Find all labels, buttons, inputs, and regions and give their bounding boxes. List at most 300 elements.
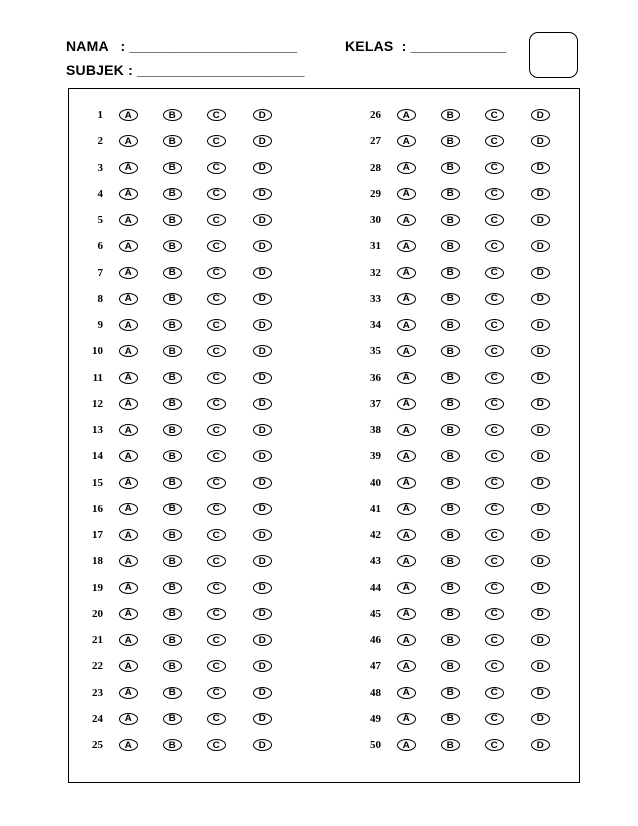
answer-bubble-c[interactable] — [485, 660, 504, 672]
answer-bubble-letter: C — [490, 660, 499, 671]
answer-bubble-d[interactable] — [253, 608, 272, 620]
question-row — [69, 420, 309, 440]
question-number: 12 — [92, 397, 103, 410]
answer-bubble-d[interactable] — [253, 188, 272, 200]
answer-bubble-letter: B — [168, 372, 177, 382]
answer-bubble-d[interactable] — [253, 240, 272, 252]
answer-bubble-b[interactable] — [441, 687, 460, 699]
answer-bubble-d[interactable] — [531, 135, 550, 147]
answer-bubble-a[interactable] — [397, 109, 416, 121]
answer-bubble-a[interactable] — [119, 608, 138, 620]
answer-bubble-letter: D — [536, 503, 545, 514]
answer-bubble-letter: D — [258, 267, 267, 277]
answer-bubble-c[interactable] — [207, 424, 226, 436]
answer-bubble-c[interactable] — [207, 372, 226, 384]
answer-bubble-c[interactable] — [485, 372, 504, 384]
answer-bubble-b[interactable] — [163, 135, 182, 147]
answer-bubble-letter: B — [168, 582, 177, 592]
answer-bubble-b[interactable] — [441, 162, 460, 174]
answer-bubble-a[interactable] — [119, 477, 138, 489]
answer-bubble-a[interactable] — [397, 345, 416, 357]
answer-bubble-d[interactable] — [253, 477, 272, 489]
answer-bubble-letter: D — [536, 319, 545, 330]
answer-bubble-letter: C — [490, 162, 499, 172]
answer-bubble-d[interactable] — [253, 529, 272, 541]
answer-bubble-b[interactable] — [441, 214, 460, 226]
answer-bubble-letter: A — [402, 477, 411, 487]
answer-bubble-b[interactable] — [441, 555, 460, 567]
answer-bubble-a[interactable] — [397, 162, 416, 174]
answer-bubble-a[interactable] — [397, 529, 416, 541]
answer-bubble-a[interactable] — [119, 713, 138, 725]
answer-bubble-d[interactable] — [531, 713, 550, 725]
answer-bubble-b[interactable] — [163, 345, 182, 357]
answer-bubble-b[interactable] — [441, 188, 460, 200]
answer-bubble-a[interactable] — [119, 109, 138, 121]
answer-bubble-c[interactable] — [207, 109, 226, 121]
answer-bubble-d[interactable] — [253, 687, 272, 699]
answer-bubble-c[interactable] — [207, 240, 226, 252]
answer-bubble-a[interactable] — [119, 634, 138, 646]
answer-bubble-letter: D — [258, 345, 267, 356]
question-row — [347, 210, 587, 230]
answer-bubble-letter: A — [402, 582, 411, 592]
answer-bubble-c[interactable] — [207, 345, 226, 357]
answer-bubble-a[interactable] — [119, 135, 138, 147]
question-row — [347, 525, 587, 545]
answer-bubble-letter: C — [490, 398, 499, 409]
answer-bubble-d[interactable] — [253, 267, 272, 279]
answer-bubble-b[interactable] — [441, 267, 460, 279]
answer-bubble-a[interactable] — [397, 582, 416, 594]
question-row — [69, 683, 309, 703]
answer-bubble-d[interactable] — [253, 450, 272, 462]
answer-bubble-letter: D — [536, 424, 545, 435]
answer-bubble-a[interactable] — [397, 687, 416, 699]
answer-bubble-letter: A — [402, 162, 411, 172]
answer-bubble-a[interactable] — [119, 319, 138, 331]
answer-bubble-a[interactable] — [397, 555, 416, 567]
answer-bubble-d[interactable] — [531, 293, 550, 305]
answer-bubble-d[interactable] — [531, 739, 550, 751]
answer-bubble-c[interactable] — [207, 319, 226, 331]
answer-bubble-letter: B — [446, 345, 455, 356]
answer-bubble-d[interactable] — [531, 503, 550, 515]
answer-bubble-a[interactable] — [397, 398, 416, 410]
answer-bubble-b[interactable] — [163, 109, 182, 121]
answer-bubble-c[interactable] — [207, 267, 226, 279]
answer-bubble-letter: B — [446, 660, 455, 671]
answer-bubble-letter: B — [446, 450, 455, 461]
answer-bubble-a[interactable] — [119, 687, 138, 699]
answer-bubble-letter: A — [402, 345, 411, 356]
answer-bubble-letter: A — [124, 660, 133, 671]
question-row — [347, 420, 587, 440]
answer-bubble-c[interactable] — [207, 634, 226, 646]
answer-bubble-a[interactable] — [119, 214, 138, 226]
answer-bubble-letter: B — [168, 713, 177, 724]
answer-bubble-b[interactable] — [441, 135, 460, 147]
answer-bubble-c[interactable] — [207, 608, 226, 620]
answer-bubble-letter: C — [212, 424, 221, 435]
answer-bubble-letter: A — [402, 214, 411, 225]
question-row — [347, 341, 587, 361]
answer-bubble-b[interactable] — [163, 319, 182, 331]
answer-bubble-letter: D — [536, 214, 545, 225]
answer-bubble-b[interactable] — [163, 240, 182, 252]
answer-bubble-c[interactable] — [485, 135, 504, 147]
answer-bubble-b[interactable] — [163, 634, 182, 646]
answer-bubble-d[interactable] — [531, 477, 550, 489]
answer-bubble-letter: D — [536, 372, 545, 382]
answer-bubble-a[interactable] — [119, 345, 138, 357]
answer-bubble-a[interactable] — [397, 450, 416, 462]
answer-bubble-letter: D — [536, 555, 545, 566]
answer-bubble-letter: B — [168, 687, 177, 697]
answer-bubble-d[interactable] — [531, 162, 550, 174]
answer-bubble-b[interactable] — [163, 372, 182, 384]
answer-bubble-letter: C — [212, 345, 221, 356]
answer-bubble-a[interactable] — [397, 739, 416, 751]
question-number: 23 — [92, 686, 103, 699]
answer-bubble-d[interactable] — [531, 240, 550, 252]
answer-bubble-letter: A — [124, 188, 133, 199]
answer-bubble-a[interactable] — [119, 739, 138, 751]
question-number: 24 — [92, 712, 103, 725]
answer-bubble-b[interactable] — [441, 345, 460, 357]
answer-bubble-d[interactable] — [531, 555, 550, 567]
answer-bubble-c[interactable] — [207, 398, 226, 410]
answer-bubble-d[interactable] — [531, 687, 550, 699]
answer-bubble-letter: A — [124, 293, 133, 304]
answer-bubble-d[interactable] — [531, 660, 550, 672]
answer-bubble-d[interactable] — [531, 188, 550, 200]
answer-bubble-b[interactable] — [163, 162, 182, 174]
answer-bubble-b[interactable] — [441, 634, 460, 646]
answer-bubble-d[interactable] — [253, 555, 272, 567]
answer-bubble-b[interactable] — [163, 293, 182, 305]
answer-bubble-letter: C — [490, 555, 499, 566]
answer-bubble-d[interactable] — [253, 634, 272, 646]
answer-bubble-d[interactable] — [253, 503, 272, 515]
answer-bubble-a[interactable] — [119, 267, 138, 279]
answer-bubble-c[interactable] — [485, 319, 504, 331]
question-number: 19 — [92, 581, 103, 594]
answer-bubble-a[interactable] — [397, 214, 416, 226]
answer-bubble-c[interactable] — [485, 293, 504, 305]
answer-bubble-d[interactable] — [531, 634, 550, 646]
answer-bubble-c[interactable] — [207, 660, 226, 672]
answer-bubble-d[interactable] — [531, 214, 550, 226]
question-row — [347, 263, 587, 283]
answer-bubble-c[interactable] — [485, 477, 504, 489]
answer-bubble-a[interactable] — [119, 240, 138, 252]
answer-bubble-letter: B — [446, 109, 455, 120]
answer-bubble-letter: A — [402, 687, 411, 697]
answer-bubble-c[interactable] — [207, 503, 226, 515]
answer-bubble-letter: A — [124, 398, 133, 409]
answer-bubble-b[interactable] — [163, 477, 182, 489]
answer-bubble-letter: D — [258, 634, 267, 645]
answer-bubble-a[interactable] — [397, 319, 416, 331]
answer-bubble-c[interactable] — [207, 188, 226, 200]
answer-bubble-letter: D — [258, 660, 267, 671]
question-number: 13 — [92, 424, 103, 436]
answer-bubble-c[interactable] — [485, 582, 504, 594]
answer-bubble-c[interactable] — [485, 739, 504, 751]
answer-bubble-a[interactable] — [119, 188, 138, 200]
answer-bubble-b[interactable] — [441, 319, 460, 331]
answer-bubble-b[interactable] — [163, 739, 182, 751]
answer-bubble-letter: C — [490, 503, 499, 514]
answer-bubble-b[interactable] — [163, 188, 182, 200]
answer-bubble-b[interactable] — [441, 372, 460, 384]
answer-bubble-d[interactable] — [253, 582, 272, 594]
answer-bubble-a[interactable] — [397, 135, 416, 147]
answer-bubble-letter: D — [258, 162, 267, 172]
answer-bubble-letter: C — [212, 214, 221, 225]
answer-bubble-a[interactable] — [397, 424, 416, 436]
answer-bubble-b[interactable] — [163, 713, 182, 725]
answer-bubble-b[interactable] — [441, 109, 460, 121]
answer-bubble-letter: C — [212, 319, 221, 330]
answer-bubble-a[interactable] — [397, 372, 416, 384]
answer-bubble-a[interactable] — [397, 293, 416, 305]
question-row — [69, 578, 309, 598]
question-number: 28 — [370, 161, 381, 174]
answer-bubble-a[interactable] — [397, 713, 416, 725]
answer-bubble-a[interactable] — [397, 188, 416, 200]
answer-bubble-letter: D — [258, 687, 267, 697]
answer-bubble-letter: C — [212, 398, 221, 409]
answer-bubble-b[interactable] — [163, 660, 182, 672]
answer-bubble-letter: A — [124, 267, 133, 277]
answer-bubble-b[interactable] — [441, 529, 460, 541]
answer-bubble-c[interactable] — [485, 529, 504, 541]
answer-bubble-d[interactable] — [531, 109, 550, 121]
answer-bubble-a[interactable] — [119, 162, 138, 174]
answer-bubble-c[interactable] — [207, 450, 226, 462]
question-row — [69, 394, 309, 414]
question-number: 46 — [370, 634, 381, 646]
answer-bubble-letter: B — [446, 503, 455, 514]
question-number: 26 — [370, 109, 381, 121]
answer-bubble-d[interactable] — [253, 135, 272, 147]
answer-bubble-d[interactable] — [253, 713, 272, 725]
answer-bubble-b[interactable] — [441, 450, 460, 462]
answer-bubble-d[interactable] — [253, 372, 272, 384]
answer-bubble-c[interactable] — [207, 529, 226, 541]
answer-bubble-c[interactable] — [485, 267, 504, 279]
answer-bubble-c[interactable] — [207, 687, 226, 699]
answer-bubble-b[interactable] — [441, 293, 460, 305]
answer-bubble-letter: C — [490, 188, 499, 199]
answer-bubble-b[interactable] — [163, 582, 182, 594]
answer-bubble-d[interactable] — [531, 529, 550, 541]
answer-bubble-d[interactable] — [531, 372, 550, 384]
answer-bubble-c[interactable] — [207, 477, 226, 489]
answer-bubble-a[interactable] — [119, 660, 138, 672]
answer-bubble-letter: C — [212, 634, 221, 645]
answer-bubble-b[interactable] — [163, 687, 182, 699]
answer-bubble-c[interactable] — [485, 162, 504, 174]
answer-bubble-c[interactable] — [207, 555, 226, 567]
answer-bubble-c[interactable] — [485, 109, 504, 121]
answer-bubble-letter: A — [402, 660, 411, 671]
answer-bubble-c[interactable] — [485, 503, 504, 515]
answer-bubble-letter: A — [402, 372, 411, 382]
answer-bubble-d[interactable] — [253, 345, 272, 357]
answer-bubble-c[interactable] — [485, 713, 504, 725]
answer-bubble-c[interactable] — [207, 135, 226, 147]
answer-bubble-b[interactable] — [441, 739, 460, 751]
question-number: 36 — [370, 371, 381, 384]
answer-bubble-d[interactable] — [253, 398, 272, 410]
answer-bubble-c[interactable] — [485, 687, 504, 699]
answer-bubble-b[interactable] — [163, 529, 182, 541]
answer-bubble-c[interactable] — [207, 293, 226, 305]
score-box[interactable] — [529, 32, 578, 78]
question-row — [347, 709, 587, 729]
answer-bubble-d[interactable] — [531, 398, 550, 410]
answer-bubble-letter: B — [168, 267, 177, 277]
answer-bubble-letter: A — [124, 214, 133, 225]
answer-bubble-letter: D — [258, 529, 267, 540]
question-number: 30 — [370, 214, 381, 226]
answer-bubble-c[interactable] — [207, 214, 226, 226]
answer-bubble-d[interactable] — [253, 319, 272, 331]
answer-bubble-a[interactable] — [397, 660, 416, 672]
answer-bubble-letter: A — [402, 713, 411, 724]
answer-bubble-d[interactable] — [531, 582, 550, 594]
answer-bubble-b[interactable] — [163, 398, 182, 410]
answer-bubble-letter: D — [536, 398, 545, 409]
question-number: 29 — [370, 187, 381, 200]
answer-bubble-a[interactable] — [119, 372, 138, 384]
answer-bubble-d[interactable] — [253, 660, 272, 672]
answer-bubble-d[interactable] — [253, 739, 272, 751]
answer-bubble-c[interactable] — [485, 188, 504, 200]
answer-bubble-b[interactable] — [441, 713, 460, 725]
answer-bubble-letter: B — [168, 739, 177, 750]
question-row — [347, 473, 587, 493]
question-row — [347, 105, 587, 125]
answer-bubble-b[interactable] — [441, 240, 460, 252]
answer-bubble-a[interactable] — [119, 293, 138, 305]
answer-bubble-letter: B — [446, 582, 455, 592]
answer-bubble-b[interactable] — [441, 398, 460, 410]
answer-bubble-b[interactable] — [163, 608, 182, 620]
answer-bubble-c[interactable] — [207, 582, 226, 594]
question-row — [69, 368, 309, 388]
answer-bubble-a[interactable] — [119, 398, 138, 410]
answer-bubble-letter: C — [212, 477, 221, 487]
question-row — [69, 656, 309, 676]
answer-bubble-c[interactable] — [485, 240, 504, 252]
answer-bubble-c[interactable] — [485, 450, 504, 462]
answer-bubble-b[interactable] — [441, 424, 460, 436]
answer-bubble-d[interactable] — [253, 109, 272, 121]
answer-bubble-c[interactable] — [207, 162, 226, 174]
answer-bubble-a[interactable] — [397, 240, 416, 252]
answer-bubble-d[interactable] — [531, 267, 550, 279]
question-row — [69, 735, 309, 755]
answer-bubble-b[interactable] — [163, 214, 182, 226]
answer-bubble-b[interactable] — [441, 608, 460, 620]
answer-bubble-d[interactable] — [531, 450, 550, 462]
answer-bubble-b[interactable] — [163, 450, 182, 462]
answer-bubble-letter: C — [212, 109, 221, 120]
answer-bubble-a[interactable] — [119, 555, 138, 567]
answer-bubble-c[interactable] — [485, 555, 504, 567]
answer-bubble-letter: A — [402, 450, 411, 461]
answer-bubble-letter: A — [402, 398, 411, 409]
answer-bubble-c[interactable] — [207, 739, 226, 751]
answer-bubble-c[interactable] — [485, 634, 504, 646]
answer-bubble-a[interactable] — [119, 450, 138, 462]
answer-bubble-b[interactable] — [163, 503, 182, 515]
answer-bubble-c[interactable] — [207, 713, 226, 725]
answer-bubble-d[interactable] — [531, 424, 550, 436]
answer-bubble-b[interactable] — [163, 424, 182, 436]
answer-bubble-letter: C — [212, 240, 221, 251]
answer-bubble-a[interactable] — [119, 529, 138, 541]
answer-bubble-a[interactable] — [397, 503, 416, 515]
answer-bubble-b[interactable] — [163, 267, 182, 279]
question-number: 47 — [370, 660, 381, 673]
answer-bubble-c[interactable] — [485, 424, 504, 436]
answer-bubble-b[interactable] — [441, 477, 460, 489]
answer-bubble-a[interactable] — [397, 477, 416, 489]
answer-bubble-letter: C — [490, 293, 499, 304]
answer-bubble-d[interactable] — [531, 608, 550, 620]
answer-bubble-d[interactable] — [253, 214, 272, 226]
question-row — [69, 236, 309, 256]
answer-bubble-letter: D — [258, 477, 267, 487]
answer-bubble-letter: A — [124, 687, 133, 697]
answer-bubble-letter: B — [446, 398, 455, 409]
answer-bubble-c[interactable] — [485, 608, 504, 620]
answer-bubble-a[interactable] — [397, 267, 416, 279]
answer-bubble-c[interactable] — [485, 345, 504, 357]
answer-bubble-d[interactable] — [253, 424, 272, 436]
answer-bubble-d[interactable] — [531, 345, 550, 357]
kelas-field-label: KELAS : ____________ — [345, 38, 507, 54]
answer-bubble-a[interactable] — [119, 503, 138, 515]
answer-bubble-letter: C — [490, 450, 499, 461]
answer-bubble-d[interactable] — [253, 293, 272, 305]
answer-bubble-letter: C — [490, 477, 499, 487]
question-number: 10 — [92, 345, 103, 358]
answer-bubble-a[interactable] — [119, 582, 138, 594]
answer-bubble-letter: D — [258, 293, 267, 304]
answer-bubble-b[interactable] — [163, 555, 182, 567]
answer-bubble-a[interactable] — [119, 424, 138, 436]
answer-bubble-a[interactable] — [397, 634, 416, 646]
answer-bubble-c[interactable] — [485, 214, 504, 226]
answer-bubble-a[interactable] — [397, 608, 416, 620]
answer-bubble-d[interactable] — [531, 319, 550, 331]
question-row — [347, 578, 587, 598]
answer-bubble-b[interactable] — [441, 660, 460, 672]
answer-bubble-letter: A — [402, 739, 411, 750]
answer-bubble-c[interactable] — [485, 398, 504, 410]
subjek-field-label: SUBJEK : _____________________ — [66, 62, 305, 78]
answer-bubble-b[interactable] — [441, 582, 460, 594]
question-row — [347, 551, 587, 571]
answer-bubble-b[interactable] — [441, 503, 460, 515]
answer-bubble-d[interactable] — [253, 162, 272, 174]
